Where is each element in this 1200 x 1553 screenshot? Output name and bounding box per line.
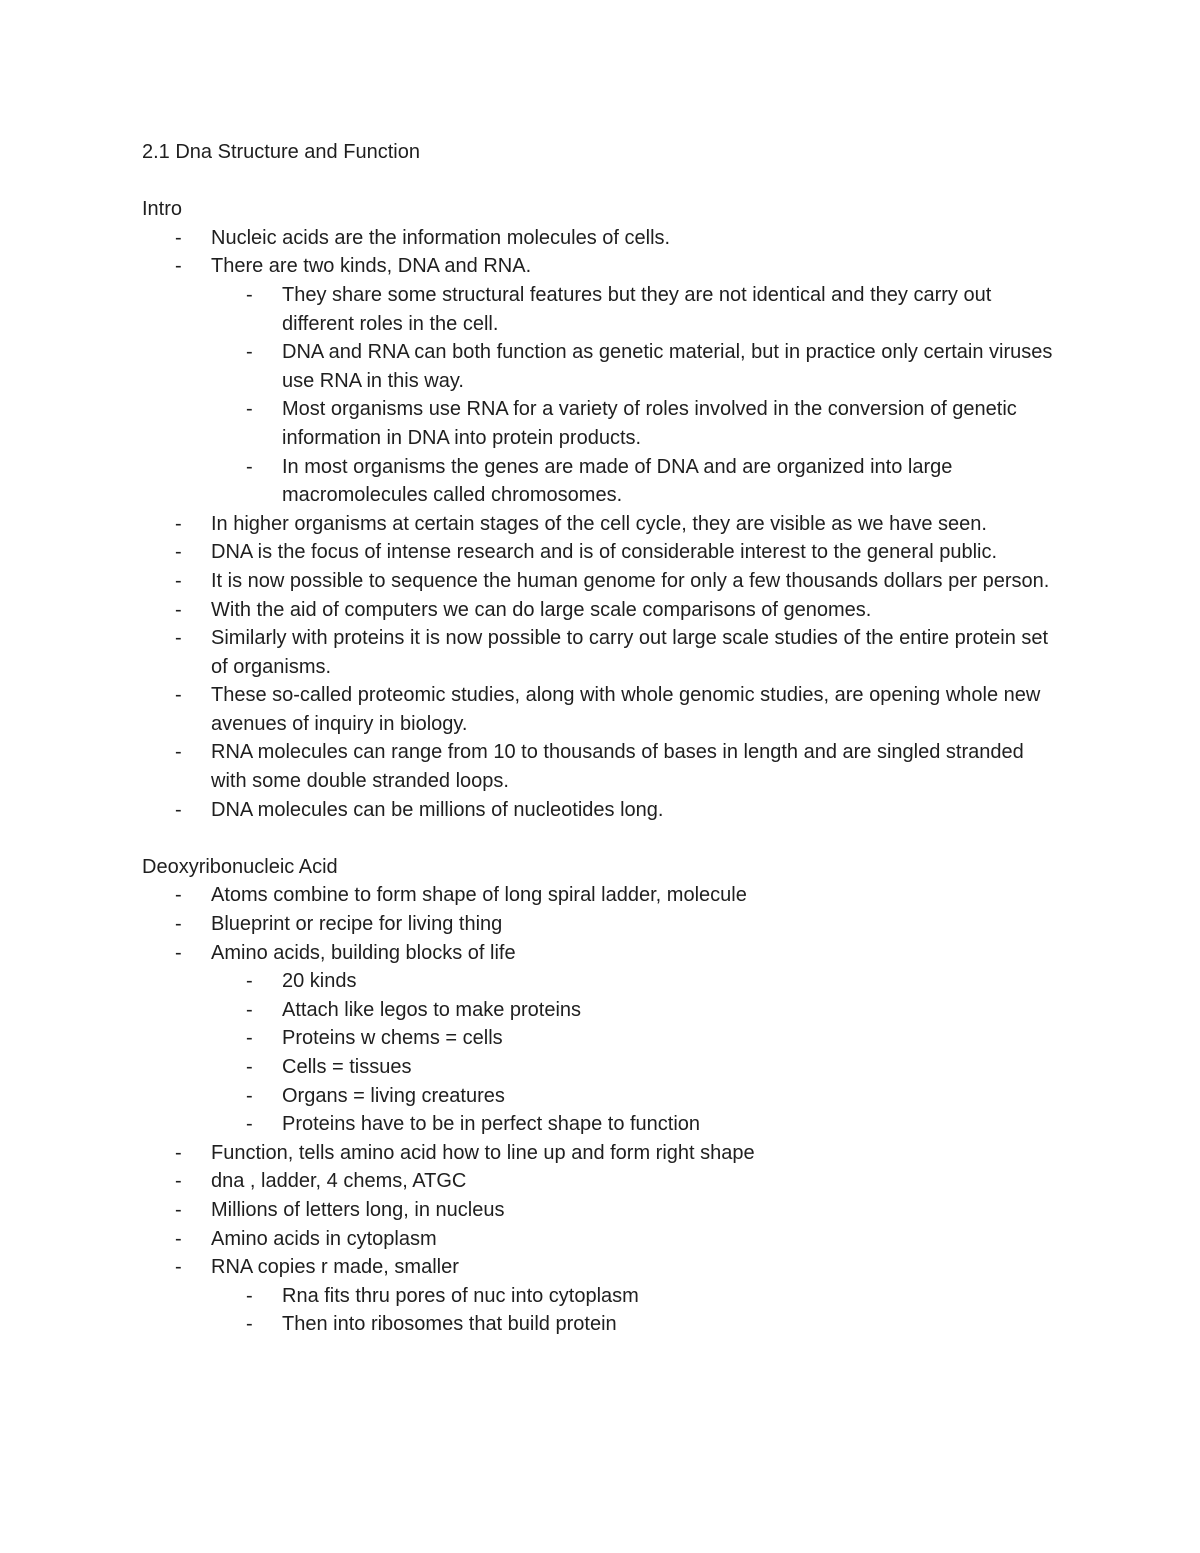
section-heading: Intro [142, 198, 183, 221]
bullet-item [142, 538, 1062, 567]
bullet-level-1 [142, 624, 1062, 681]
bullet-level-1 [142, 738, 1062, 795]
bullet-dash: - [175, 226, 182, 249]
bullet-list [142, 881, 1062, 1339]
bullet-text: Rna fits thru pores of nuc into cytoplasm [282, 1284, 639, 1307]
bullet-level-2 [142, 338, 1062, 395]
bullet-item [142, 1167, 1062, 1196]
bullet-text: There are two kinds, DNA and RNA. [211, 255, 532, 278]
sub-bullet-item [142, 281, 1062, 338]
bullet-item [142, 224, 1062, 253]
bullet-item [142, 1196, 1062, 1225]
document-title: 2.1 Dna Structure and Function [142, 141, 420, 163]
bullet-level-2 [142, 1282, 1062, 1311]
bullet-text: Atoms combine to form shape of long spiral ladder, molecule [211, 884, 747, 907]
sub-bullet-item [142, 453, 1062, 510]
bullet-text: It is now possible to sequence the human genome for only a few thousands dollars per person. [211, 569, 1050, 592]
bullet-list [142, 224, 1062, 824]
bullet-item [142, 596, 1062, 625]
bullet-item [142, 567, 1062, 596]
bullet-level-2 [142, 453, 1062, 510]
bullet-text: In most organisms the genes are made of DNA and are organized into large macromolecules called chromosomes. [282, 455, 953, 507]
bullet-level-1 [142, 1167, 1062, 1196]
bullet-item [142, 939, 1062, 968]
sub-bullet-item [142, 1110, 1062, 1139]
sub-bullet-item [142, 1053, 1062, 1082]
bullet-text: Amino acids, building blocks of life [211, 941, 516, 964]
sub-bullet-item [142, 1282, 1062, 1311]
bullet-dash: - [246, 1284, 253, 1307]
sub-bullet-item [142, 1024, 1062, 1053]
sub-bullet-item [142, 967, 1062, 996]
sub-bullet-item [142, 338, 1062, 395]
spacer [142, 824, 1062, 853]
sub-bullet-item [142, 395, 1062, 452]
bullet-level-2 [142, 1310, 1062, 1339]
bullet-level-2 [142, 967, 1062, 996]
bullet-dash: - [175, 941, 182, 964]
bullet-text: Cells = tissues [282, 1056, 412, 1078]
bullet-dash: - [175, 627, 182, 650]
bullet-level-1 [142, 252, 1062, 281]
bullet-item [142, 252, 1062, 281]
bullet-level-1 [142, 567, 1062, 596]
bullet-level-1 [142, 681, 1062, 738]
bullet-dash: - [175, 598, 182, 621]
bullet-dash: - [175, 1141, 182, 1164]
bullet-text: Most organisms use RNA for a variety of roles involved in the conversion of genetic information in DNA into protein products. [282, 398, 1017, 449]
bullet-level-2 [142, 1082, 1062, 1111]
bullet-level-1 [142, 1253, 1062, 1282]
bullet-dash: - [175, 512, 182, 535]
bullet-dash: - [246, 455, 253, 478]
bullet-text: DNA molecules can be millions of nucleotides long. [211, 798, 664, 821]
bullet-text: Then into ribosomes that build protein [282, 1313, 617, 1336]
bullet-dash: - [175, 1198, 182, 1221]
bullet-text: Proteins w chems = cells [282, 1027, 503, 1050]
bullet-level-1 [142, 881, 1062, 910]
bullet-level-1 [142, 1196, 1062, 1225]
bullet-text: Amino acids in cytoplasm [211, 1227, 437, 1250]
section-heading: Deoxyribonucleic Acid [142, 855, 338, 878]
bullet-level-2 [142, 1110, 1062, 1139]
bullet-level-1 [142, 910, 1062, 939]
bullet-text: These so-called proteomic studies, along with whole genomic studies, are opening whole new avenues of inquiry in biology. [211, 684, 1041, 735]
bullet-level-2 [142, 281, 1062, 338]
spacer [142, 167, 1062, 196]
notes-sections [142, 195, 1062, 1339]
bullet-level-1 [142, 224, 1062, 253]
bullet-dash: - [246, 1084, 253, 1107]
bullet-dash: - [175, 255, 182, 278]
bullet-text: dna , ladder, 4 chems, ATGC [211, 1170, 467, 1193]
bullet-level-1 [142, 1139, 1062, 1168]
bullet-dash: - [246, 341, 253, 364]
sub-bullet-item [142, 1310, 1062, 1339]
bullet-level-1 [142, 538, 1062, 567]
bullet-dash: - [246, 283, 253, 306]
bullet-dash: - [175, 1256, 182, 1279]
bullet-dash: - [246, 1313, 253, 1336]
bullet-level-2 [142, 1024, 1062, 1053]
bullet-level-2 [142, 1053, 1062, 1082]
bullet-text: Millions of letters long, in nucleus [211, 1198, 505, 1221]
bullet-dash: - [175, 798, 182, 821]
bullet-dash: - [246, 1056, 253, 1078]
bullet-dash: - [175, 1170, 182, 1193]
bullet-text: RNA molecules can range from 10 to thousands of bases in length and are singled stranded with some double stranded loops. [211, 741, 1024, 793]
bullet-text: Function, tells amino acid how to line up and form right shape [211, 1141, 755, 1164]
bullet-text: RNA copies r made, smaller [211, 1256, 459, 1279]
bullet-item [142, 1225, 1062, 1254]
bullet-text: Similarly with proteins it is now possible to carry out large scale studies of the entire protein set of organisms. [211, 627, 1049, 678]
bullet-level-1 [142, 596, 1062, 625]
bullet-item [142, 681, 1062, 738]
bullet-level-1 [142, 1225, 1062, 1254]
bullet-item [142, 624, 1062, 681]
bullet-text: DNA is the focus of intense research and is of considerable interest to the general public. [211, 541, 998, 564]
bullet-level-2 [142, 395, 1062, 452]
bullet-level-1 [142, 796, 1062, 825]
bullet-text: They share some structural features but they are not identical and they carry out different roles in the cell. [282, 283, 992, 335]
bullet-text: Nucleic acids are the information molecules of cells. [211, 226, 671, 249]
bullet-text: In higher organisms at certain stages of the cell cycle, they are visible as we have seen. [211, 512, 987, 535]
bullet-item [142, 510, 1062, 539]
bullet-text: Organs = living creatures [282, 1084, 505, 1107]
bullet-text: Proteins have to be in perfect shape to function [282, 1113, 701, 1136]
bullet-text: 20 kinds [282, 970, 357, 993]
bullet-dash: - [175, 541, 182, 564]
bullet-dash: - [246, 970, 253, 993]
bullet-dash: - [175, 569, 182, 592]
bullet-item [142, 796, 1062, 825]
sub-bullet-item [142, 996, 1062, 1025]
bullet-text: With the aid of computers we can do large scale comparisons of genomes. [211, 598, 872, 621]
bullet-dash: - [246, 998, 253, 1021]
bullet-level-1 [142, 939, 1062, 968]
bullet-dash: - [246, 1027, 253, 1050]
bullet-dash: - [246, 398, 253, 421]
bullet-dash: - [175, 913, 182, 936]
bullet-dash: - [175, 1227, 182, 1250]
bullet-dash: - [175, 884, 182, 907]
bullet-text: DNA and RNA can both function as genetic material, but in practice only certain viruses use RNA in this way. [282, 341, 1053, 392]
bullet-dash: - [246, 1113, 253, 1136]
bullet-item [142, 738, 1062, 795]
bullet-text: Blueprint or recipe for living thing [211, 913, 503, 936]
bullet-level-1 [142, 510, 1062, 539]
bullet-item [142, 1253, 1062, 1282]
bullet-dash: - [175, 684, 182, 707]
bullet-item [142, 910, 1062, 939]
bullet-item [142, 881, 1062, 910]
bullet-text: Attach like legos to make proteins [282, 998, 582, 1021]
bullet-item [142, 1139, 1062, 1168]
sub-bullet-item [142, 1082, 1062, 1111]
document-body [142, 138, 1062, 1339]
bullet-level-2 [142, 996, 1062, 1025]
bullet-dash: - [175, 741, 182, 764]
